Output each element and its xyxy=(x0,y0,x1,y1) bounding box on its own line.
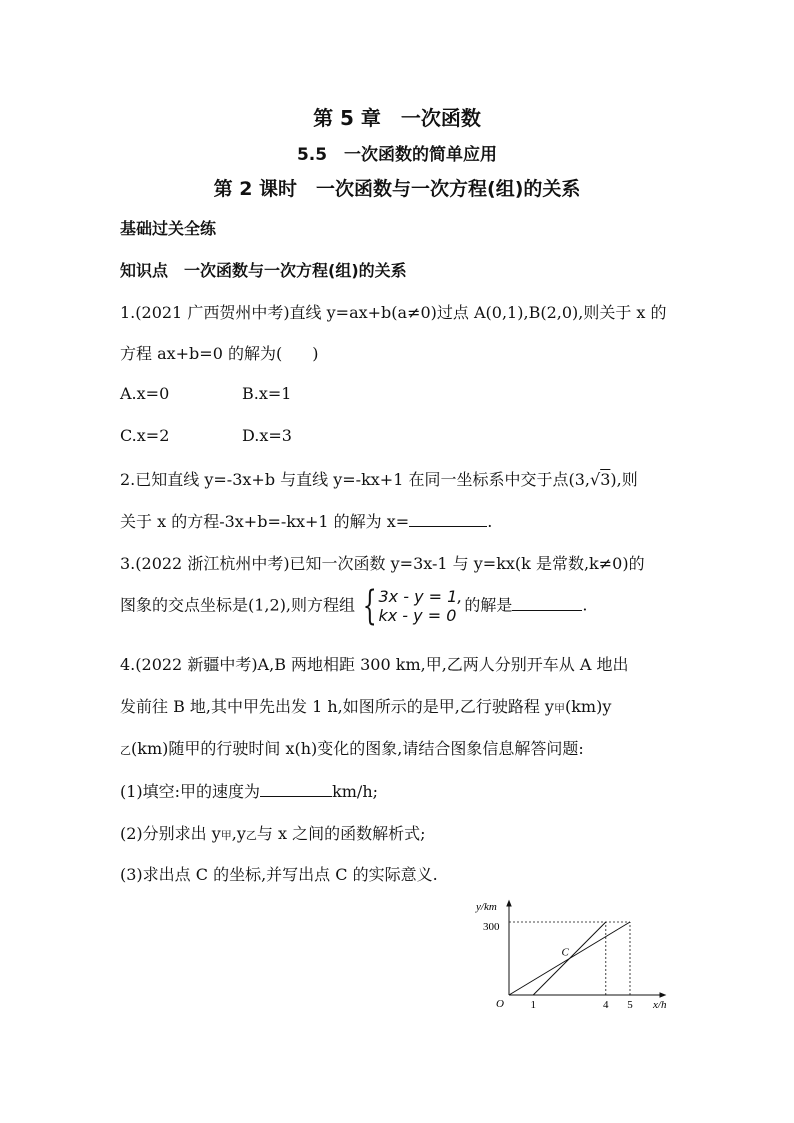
q4-part1-text: (1)填空:甲的速度为 xyxy=(120,782,261,801)
q4-part2-end: 与 x 之间的函数解析式; xyxy=(256,824,426,843)
x-tick-label-1: 1 xyxy=(530,999,536,1011)
q1-stem: 方程 ax+b=0 的解为( xyxy=(120,344,283,363)
q4-part2 xyxy=(120,821,426,844)
x-tick-label-5: 5 xyxy=(627,999,633,1011)
distance-time-graph xyxy=(460,895,680,1015)
section-heading-basic: 基础过关全练 xyxy=(120,219,217,238)
q3-eq1: 3x - y = 1, xyxy=(378,587,463,606)
series-lines xyxy=(509,922,630,995)
q1-options-row1 xyxy=(120,384,291,403)
y-axis-label: y/km xyxy=(476,901,497,913)
q3-line1: 3.(2022 浙江杭州中考)已知一次函数 y=3x-1 与 y=kx(k 是常数,k≠0)的 xyxy=(120,554,645,573)
q1-option-c[interactable]: C.x=2 xyxy=(120,426,170,445)
y-tick-label-300: 300 xyxy=(483,921,500,933)
q1-option-d[interactable]: D.x=3 xyxy=(242,426,292,445)
series-line-2 xyxy=(533,922,606,995)
q4-part2-mid: ,y xyxy=(231,824,246,843)
q2-period: . xyxy=(487,512,493,531)
q4-line3-text: (km)随甲的行驶时间 x(h)变化的图象,请结合图象信息解答问题: xyxy=(131,739,584,758)
q4-part2-text: (2)分别求出 y xyxy=(120,824,221,843)
q2-line1 xyxy=(120,467,638,490)
q4-line3 xyxy=(120,736,584,759)
q3-answer-blank[interactable] xyxy=(512,595,582,611)
q3-solution-label: 的解是 xyxy=(464,595,513,615)
q2-line2-text: 关于 x 的方程-3x+b=-kx+1 的解为 x= xyxy=(120,512,410,531)
q3-line2 xyxy=(120,583,588,629)
section-heading-knowledge: 知识点 一次函数与一次方程(组)的关系 xyxy=(120,261,407,280)
q1-line2 xyxy=(120,341,318,364)
q3-eq2: kx - y = 0 xyxy=(378,606,457,625)
q1-options-row2 xyxy=(120,426,292,445)
q1-line1: 1.(2021 广西贺州中考)直线 y=ax+b(a≠0)过点 A(0,1),B(2,0),则关于 x 的 xyxy=(120,303,667,322)
q4-part1-unit: km/h; xyxy=(332,782,379,801)
q1-option-a[interactable]: A.x=0 xyxy=(120,384,170,403)
origin-label: O xyxy=(496,998,504,1010)
q4-sub-yi: 乙 xyxy=(120,744,131,757)
sqrt-icon: √ xyxy=(589,470,601,489)
q2-radicand: 3 xyxy=(600,470,611,489)
x-tick-label-4: 4 xyxy=(603,999,609,1011)
q2-answer-blank[interactable] xyxy=(409,511,487,527)
lesson-title: 第 2 课时 一次函数与一次方程(组)的关系 xyxy=(213,178,581,200)
q4-part2-sub-yi: 乙 xyxy=(245,829,257,842)
q4-sub-jia: 甲 xyxy=(553,702,565,715)
q1-close-paren: ) xyxy=(312,344,319,363)
q3-line2-text: 图象的交点坐标是(1,2),则方程组 xyxy=(120,595,356,615)
q4-line2-end: (km)y xyxy=(564,697,612,716)
q4-part3: (3)求出点 C 的坐标,并写出点 C 的实际意义. xyxy=(120,865,438,884)
brace-icon: { xyxy=(362,583,377,629)
q4-speed-blank[interactable] xyxy=(260,781,332,797)
q4-line1: 4.(2022 新疆中考)A,B 两地相距 300 km,甲,乙两人分别开车从 A 地出 xyxy=(120,655,629,674)
q1-option-b[interactable]: B.x=1 xyxy=(242,384,292,403)
q3-period: . xyxy=(582,595,588,615)
chapter-title: 第 5 章 一次函数 xyxy=(313,106,481,130)
point-c-label: C xyxy=(561,946,569,959)
q4-line2-text: 发前往 B 地,其中甲先出发 1 h,如图所示的是甲,乙行驶路程 y xyxy=(120,697,554,716)
q2-line1-end: ),则 xyxy=(610,470,638,489)
section-title: 5.5 一次函数的简单应用 xyxy=(296,145,498,165)
x-axis-label: x/h xyxy=(653,999,667,1011)
equation-system xyxy=(357,583,463,629)
q4-part2-sub-jia: 甲 xyxy=(220,829,232,842)
q4-line2 xyxy=(120,694,611,717)
q4-part1 xyxy=(120,779,378,802)
q2-line1-text: 2.已知直线 y=-3x+b 与直线 y=-kx+1 在同一坐标系中交于点(3, xyxy=(120,470,590,489)
q2-line2 xyxy=(120,509,492,532)
